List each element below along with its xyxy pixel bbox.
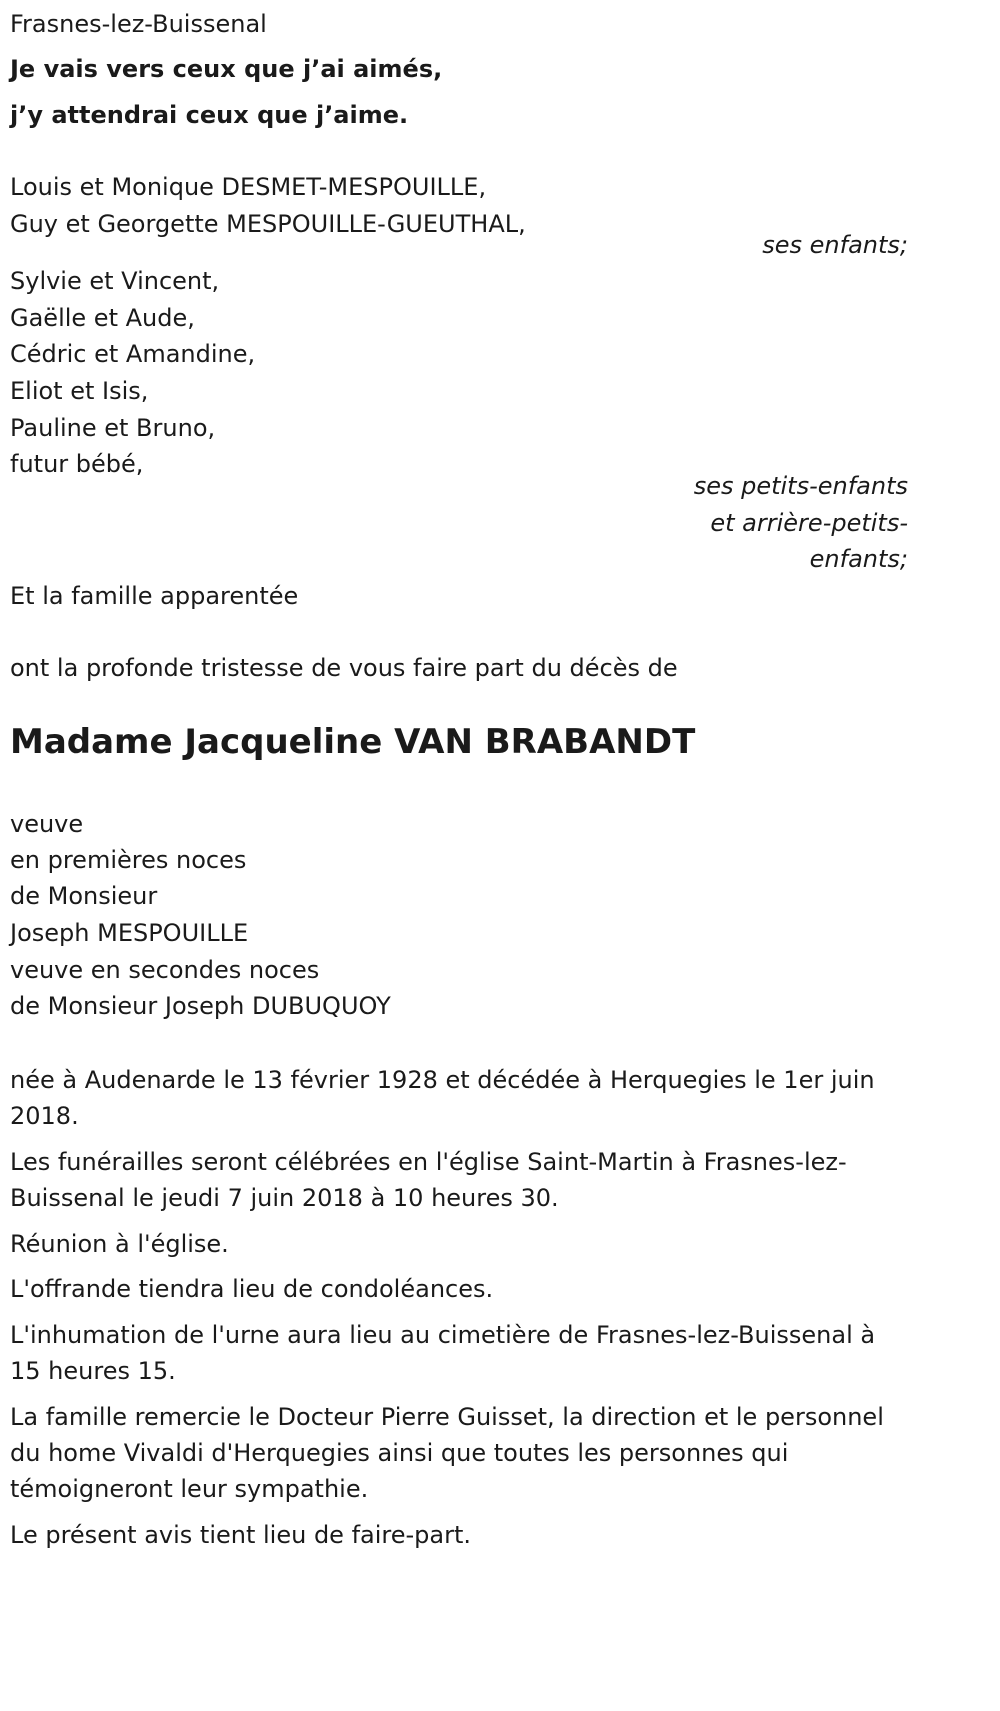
thanks-paragraph: La famille remercie le Docteur Pierre Guisset, la direction et le personnel du home Vivaldi d'Herquegies ainsi que toutes les personnes qui témoigneront leur sympathie. [10, 1403, 884, 1503]
funeral-paragraph: Les funérailles seront célébrées en l'église Saint-Martin à Frasnes-lez-Buissenal le jeudi 7 juin 2018 à 10 heures 30. [10, 1148, 847, 1212]
offering-paragraph: L'offrande tiendra lieu de condoléances. [10, 1275, 494, 1303]
grandchildren-relation-2: et arrière-petits- [710, 509, 908, 537]
grandchildren-relation-3: enfants; [809, 545, 908, 573]
location-line: Frasnes-lez-Buissenal [10, 10, 267, 38]
grandchild-name-4: Eliot et Isis, [10, 377, 149, 405]
grandchild-name-5: Pauline et Bruno, [10, 414, 216, 442]
burial-paragraph: L'inhumation de l'urne aura lieu au cimetière de Frasnes-lez-Buissenal à 15 heures 15. [10, 1321, 876, 1385]
grandchild-name-1: Sylvie et Vincent, [10, 267, 220, 295]
widow-line-6: de Monsieur Joseph DUBUQUOY [10, 992, 391, 1020]
announcement-line: ont la profonde tristesse de vous faire part du décès de [10, 654, 678, 682]
widow-line-4: Joseph MESPOUILLE [10, 919, 249, 947]
widow-line-5: veuve en secondes noces [10, 956, 320, 984]
grandchild-name-3: Cédric et Amandine, [10, 340, 256, 368]
family-line: Et la famille apparentée [10, 582, 299, 610]
birth-death-paragraph: née à Audenarde le 13 février 1928 et décédée à Herquegies le 1er juin 2018. [10, 1066, 875, 1130]
grandchild-name-6: futur bébé, [10, 450, 144, 478]
notice-paragraph: Le présent avis tient lieu de faire-part. [10, 1521, 472, 1549]
grandchildren-relation-1: ses petits-enfants [693, 472, 908, 500]
grandchild-name-2: Gaëlle et Aude, [10, 304, 195, 332]
meeting-paragraph: Réunion à l'église. [10, 1230, 229, 1258]
widow-line-3: de Monsieur [10, 882, 158, 910]
widow-line-2: en premières noces [10, 846, 247, 874]
children-name-2: Guy et Georgette MESPOUILLE-GUEUTHAL, [10, 210, 526, 238]
quote-line-1: Je vais vers ceux que j’ai aimés, [10, 55, 443, 83]
deceased-name: Madame Jacqueline VAN BRABANDT [10, 722, 696, 762]
quote-line-2: j’y attendrai ceux que j’aime. [10, 101, 409, 129]
children-name-1: Louis et Monique DESMET-MESPOUILLE, [10, 173, 487, 201]
widow-line-1: veuve [10, 810, 84, 838]
children-relation: ses enfants; [762, 231, 908, 259]
